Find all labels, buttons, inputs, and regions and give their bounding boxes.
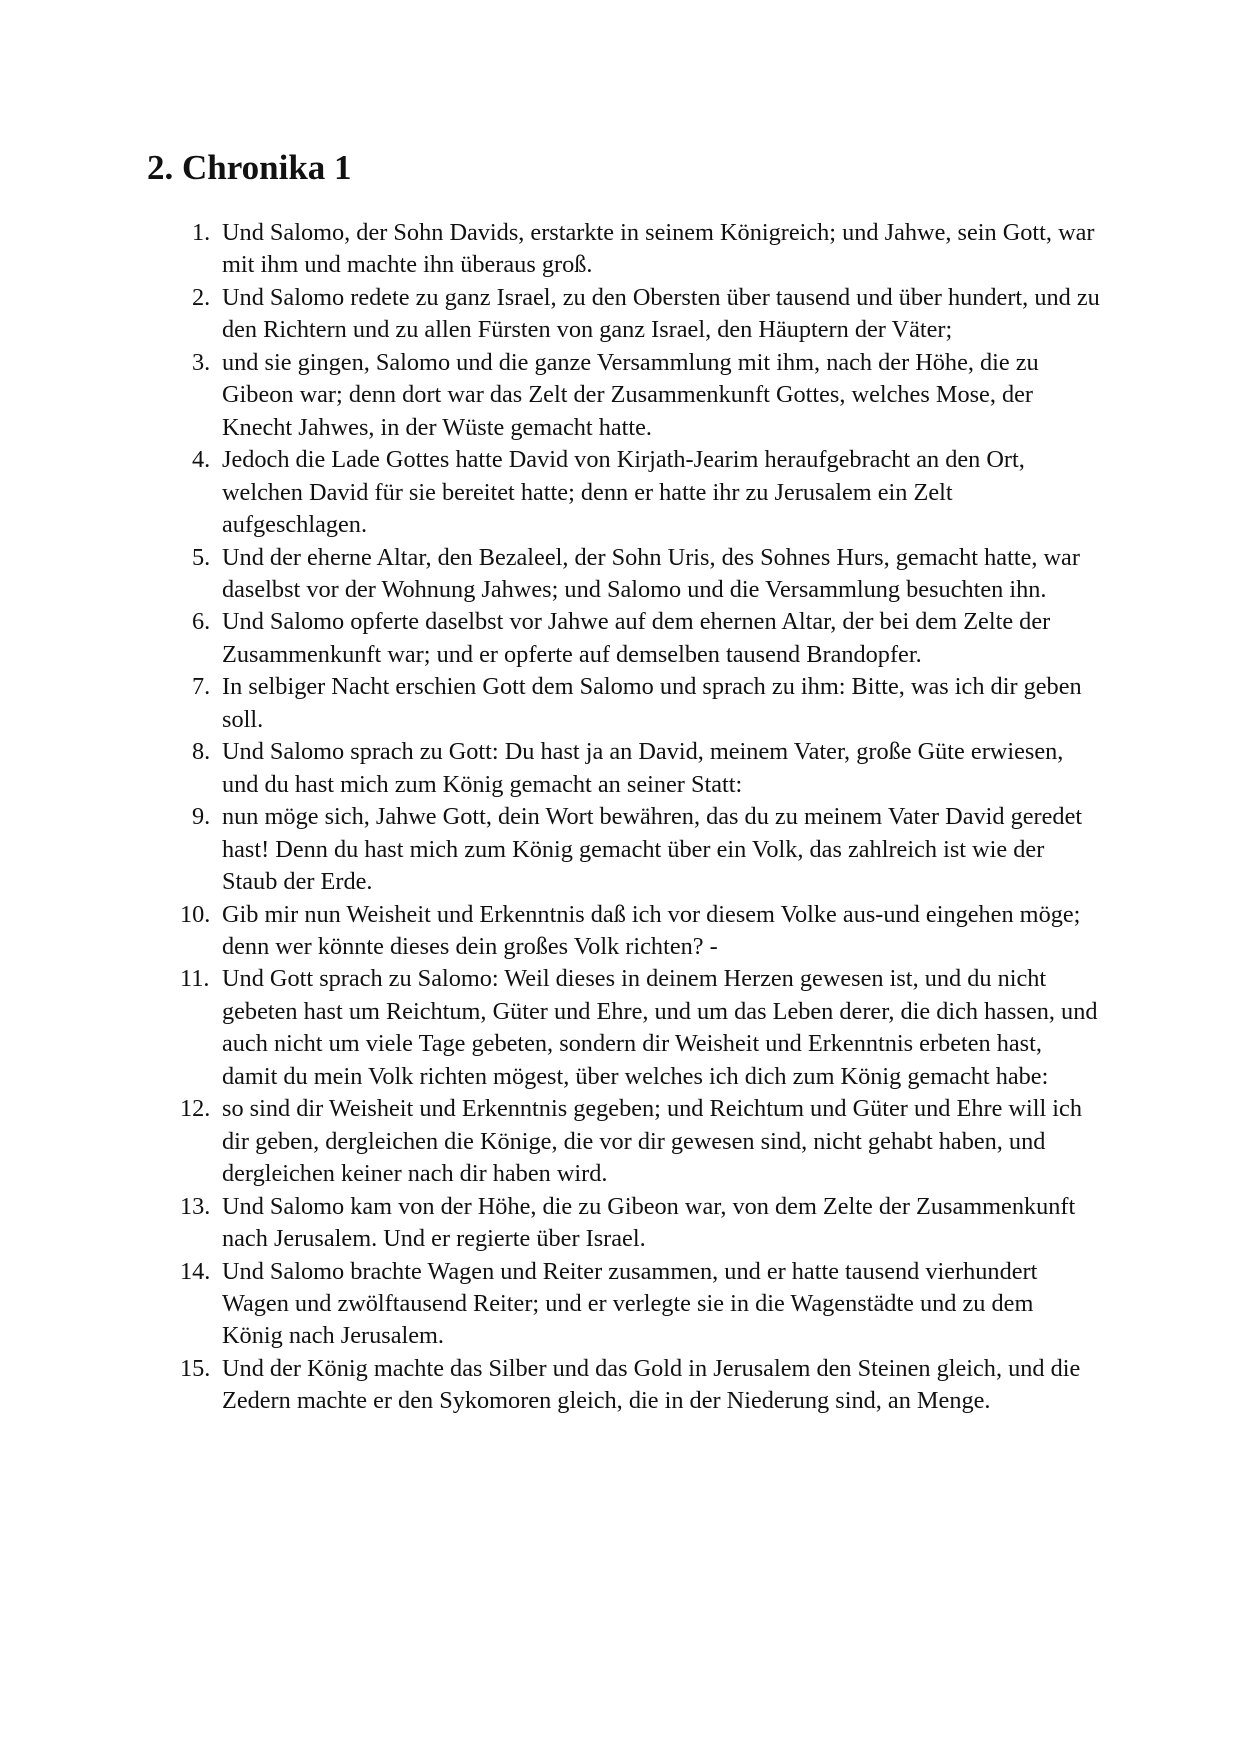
verse-number: 3.: [192, 348, 211, 376]
verse-text: nun möge sich, Jahwe Gott, dein Wort bewähren, das du zu meinem Vater David geredet hast! Denn du hast mich zum König gemacht über ein Volk, das zahlreich ist wie der Staub der Erde.: [222, 803, 1083, 896]
verse-item: [180, 1256, 1100, 1353]
verse-number: 6.: [192, 608, 211, 636]
verse-number: 12.: [180, 1095, 211, 1123]
verse-item: [180, 444, 1100, 541]
verse-text: Und Salomo opferte daselbst vor Jahwe auf dem ehernen Altar, der bei dem Zelte der Zusammenkunft war; und er opferte auf demselben tausend Brandopfer.: [222, 608, 1051, 668]
verse-number: 11.: [180, 965, 210, 993]
verse-item: [180, 736, 1100, 801]
verse-number: 2.: [192, 283, 211, 311]
verse-number: 8.: [192, 738, 211, 766]
verse-number: 4.: [192, 446, 211, 474]
verse-number: 13.: [180, 1192, 211, 1220]
verse-text: Und der König machte das Silber und das Gold in Jerusalem den Steinen gleich, und die Zedern machte er den Sykomoren gleich, die in der Niederung sind, an Menge.: [222, 1354, 1081, 1415]
verse-text: so sind dir Weisheit und Erkenntnis gegeben; und Reichtum und Güter und Ehre will ich dir geben, dergleichen die Könige, die vor dir gewesen sind, nicht gehabt haben, und dergleichen keiner nach dir haben wird.: [222, 1095, 1082, 1188]
verse-text: Und Salomo brachte Wagen und Reiter zusammen, und er hatte tausend vierhundert Wagen und zwölftausend Reiter; und er verlegte sie in die Wagenstädte und zu dem König nach Jerusalem.: [222, 1257, 1038, 1350]
verse-number: 10.: [180, 900, 211, 928]
verse-number: 9.: [192, 803, 211, 831]
verse-text: Jedoch die Lade Gottes hatte David von Kirjath-Jearim heraufgebracht an den Ort, welchen David für sie bereitet hatte; denn er hatte ihr zu Jerusalem ein Zelt aufgeschlagen.: [222, 446, 1025, 539]
verse-item: [180, 899, 1100, 964]
verse-item: [180, 1093, 1100, 1190]
verse-text: In selbiger Nacht erschien Gott dem Salomo und sprach zu ihm: Bitte, was ich dir geben soll.: [222, 673, 1082, 733]
verse-text: Und Gott sprach zu Salomo: Weil dieses in deinem Herzen gewesen ist, und du nicht gebeten hast um Reichtum, Güter und Ehre, und um das Leben derer, die dich hassen, und auch nicht um viele Tage gebeten, sondern dir Weisheit und Erkenntnis erbeten hast, damit du mein Volk richten mögest, über welches ich dich zum König gemacht habe:: [222, 965, 1098, 1090]
verse-text: und sie gingen, Salomo und die ganze Versammlung mit ihm, nach der Höhe, die zu Gibeon war; denn dort war das Zelt der Zusammenkunft Gottes, welches Mose, der Knecht Jahwes, in der Wüste gemacht hatte.: [222, 348, 1039, 441]
verse-item: [180, 606, 1100, 671]
verse-text: Und der eherne Altar, den Bezaleel, der Sohn Uris, des Sohnes Hurs, gemacht hatte, war daselbst vor der Wohnung Jahwes; und Salomo und die Versammlung besuchten ihn.: [222, 543, 1080, 603]
verse-item: [180, 1353, 1100, 1418]
verse-number: 7.: [192, 673, 211, 701]
verse-item: [180, 1191, 1100, 1256]
page-title: 2. Chronika 1: [147, 148, 352, 187]
verse-item: [180, 347, 1100, 444]
verse-item: [180, 282, 1100, 347]
verse-item: [180, 671, 1100, 736]
verse-text: Und Salomo redete zu ganz Israel, zu den Obersten über tausend und über hundert, und zu den Richtern und zu allen Fürsten von ganz Israel, den Häuptern der Väter;: [222, 283, 1100, 344]
verse-text: Und Salomo kam von der Höhe, die zu Gibeon war, von dem Zelte der Zusammenkunft nach Jerusalem. Und er regierte über Israel.: [222, 1192, 1076, 1253]
verse-item: [180, 963, 1100, 1093]
verse-number: 5.: [192, 543, 211, 571]
verse-item: [180, 217, 1100, 282]
verse-item: [180, 801, 1100, 898]
verse-text: Und Salomo, der Sohn Davids, erstarkte in seinem Königreich; und Jahwe, sein Gott, war mit ihm und machte ihn überaus groß.: [222, 219, 1095, 279]
verse-number: 15.: [180, 1354, 211, 1382]
verse-text: Gib mir nun Weisheit und Erkenntnis daß ich vor diesem Volke aus-und eingehen möge; denn wer könnte dieses dein großes Volk richten? -: [222, 900, 1081, 960]
verse-list: [180, 217, 1100, 1418]
verse-item: [180, 542, 1100, 607]
verse-number: 14.: [180, 1257, 211, 1285]
verse-number: 1.: [192, 219, 211, 246]
verse-text: Und Salomo sprach zu Gott: Du hast ja an David, meinem Vater, große Güte erwiesen, und du hast mich zum König gemacht an seiner Statt:: [222, 738, 1064, 798]
